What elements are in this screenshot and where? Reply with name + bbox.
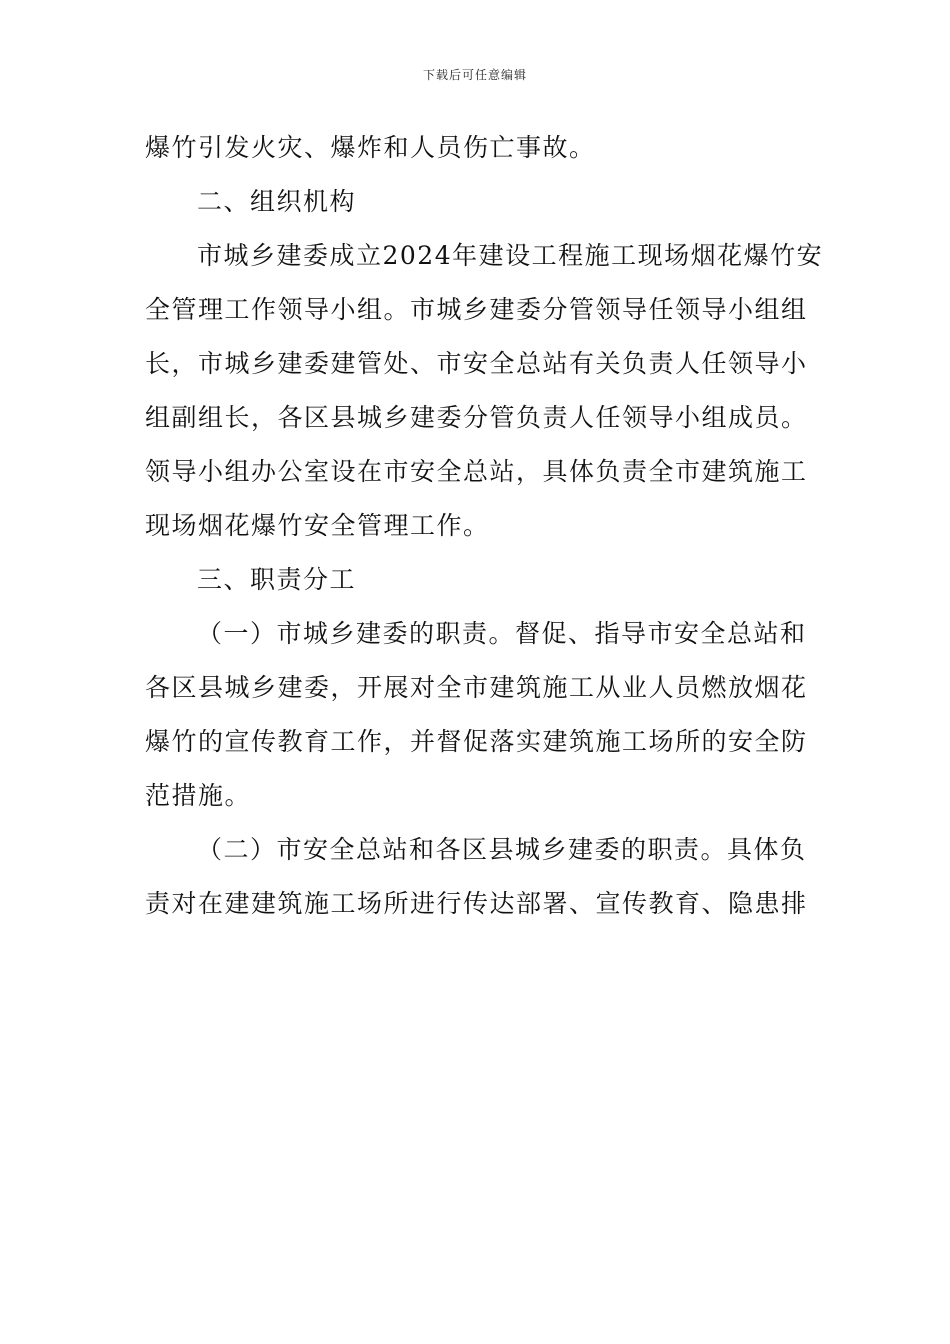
paragraph-line: 领导小组办公室设在市安全总站，具体负责全市建筑施工 (145, 457, 808, 486)
paragraph-line: 现场烟花爆竹安全管理工作。 (145, 511, 490, 540)
paragraph-line: 责对在建建筑施工场所进行传达部署、宣传教育、隐患排 (145, 889, 808, 918)
paragraph-line: 全管理工作领导小组。市城乡建委分管领导任领导小组组 (145, 295, 808, 324)
paragraph-line: 市城乡建委成立2024年建设工程施工现场烟花爆竹安 (197, 241, 824, 270)
paragraph-line: （二）市安全总站和各区县城乡建委的职责。具体负 (197, 835, 807, 864)
section-heading: 三、职责分工 (197, 565, 357, 594)
paragraph-line: 组副组长，各区县城乡建委分管负责人任领导小组成员。 (145, 403, 808, 432)
page-header: 下载后可任意编辑 (422, 68, 527, 82)
paragraph-line: 范措施。 (145, 781, 252, 810)
document-body (145, 124, 824, 934)
section-heading: 二、组织机构 (197, 187, 357, 216)
paragraph-line: 爆竹引发火灾、爆炸和人员伤亡事故。 (145, 133, 596, 162)
paragraph-line: （一）市城乡建委的职责。督促、指导市安全总站和 (197, 619, 807, 648)
paragraph-line: 爆竹的宣传教育工作，并督促落实建筑施工场所的安全防 (145, 727, 808, 756)
paragraph-line: 长，市城乡建委建管处、市安全总站有关负责人任领导小 (145, 349, 808, 378)
paragraph-line: 各区县城乡建委，开展对全市建筑施工从业人员燃放烟花 (145, 673, 808, 702)
